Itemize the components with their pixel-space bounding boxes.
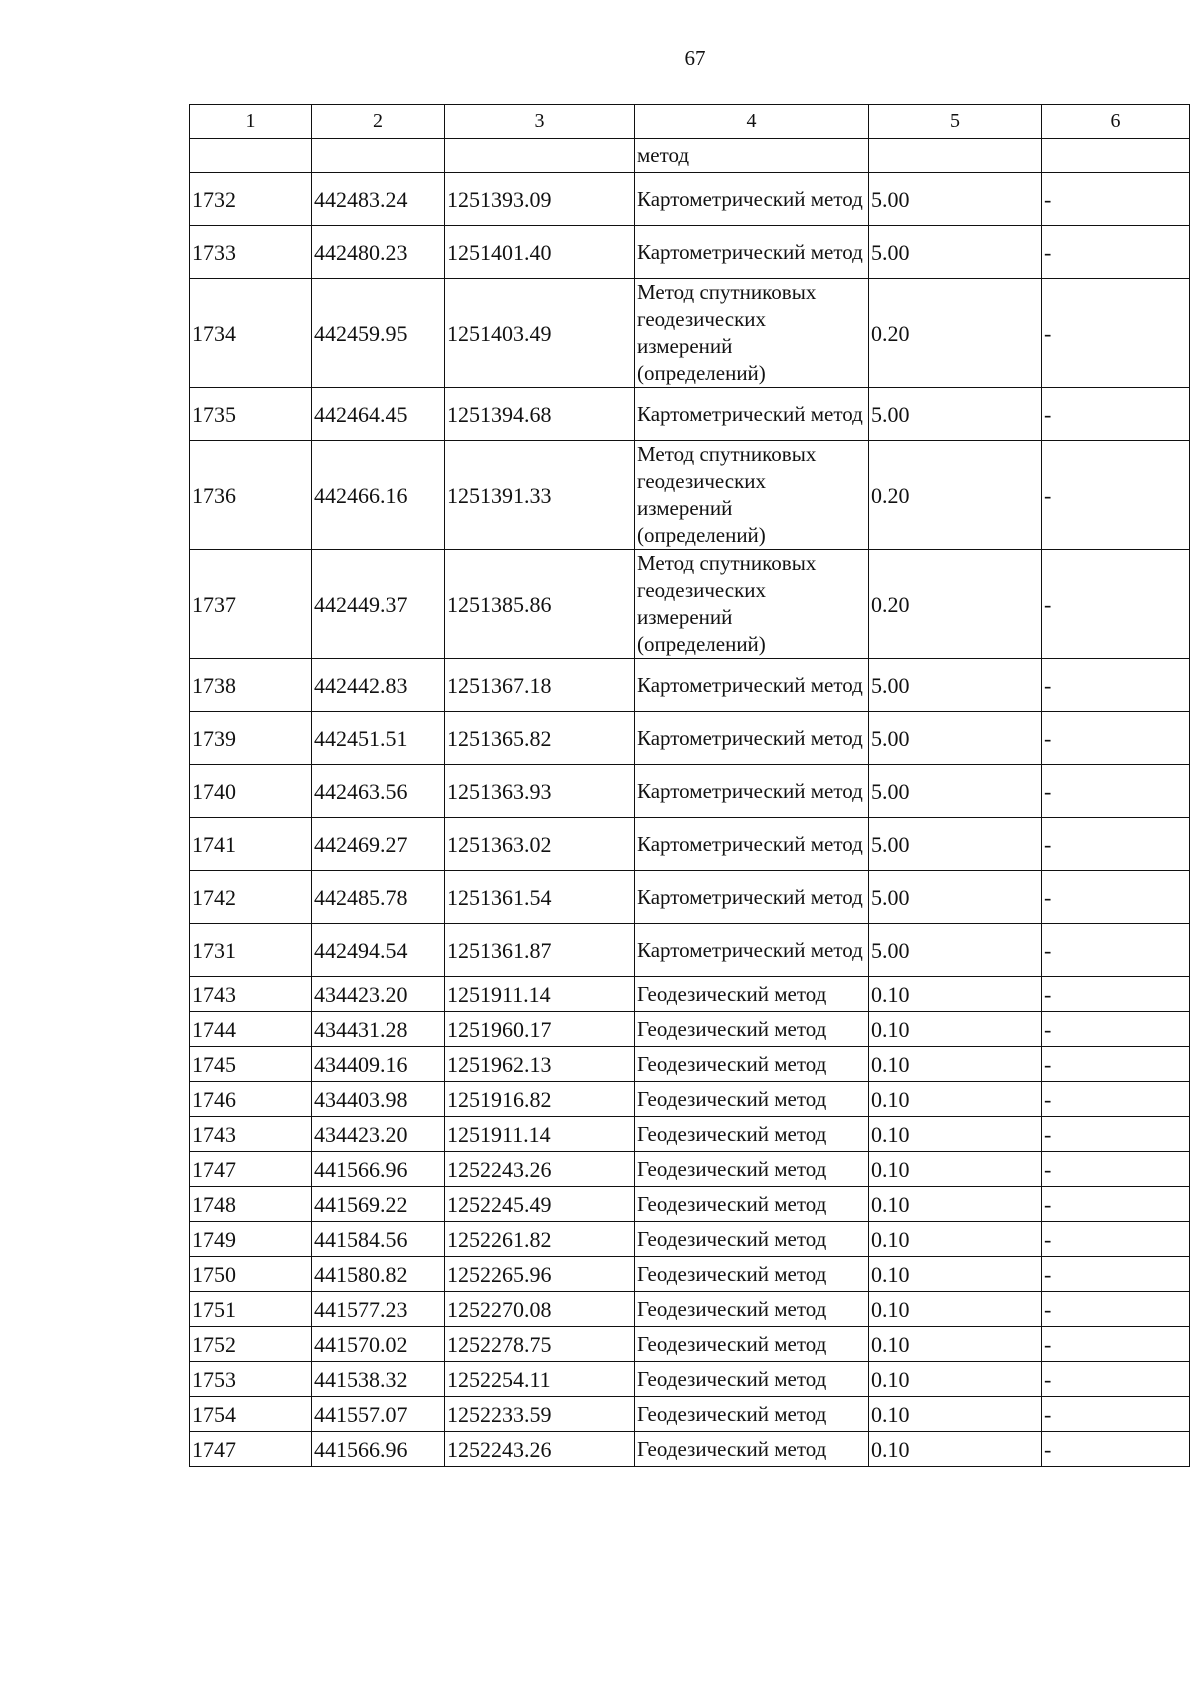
cell-x: 442463.56 <box>312 765 445 818</box>
cell-x <box>312 139 445 173</box>
cell-point-number: 1741 <box>190 818 312 871</box>
cell-y: 1251391.33 <box>445 441 635 550</box>
table-row <box>190 871 1190 924</box>
cell-method: Картометрический метод <box>635 659 869 712</box>
table-row <box>190 659 1190 712</box>
cell-x: 442459.95 <box>312 279 445 388</box>
cell-point-number: 1754 <box>190 1397 312 1432</box>
cell-x: 441557.07 <box>312 1397 445 1432</box>
cell-x: 442451.51 <box>312 712 445 765</box>
cell-accuracy: 0.20 <box>869 550 1042 659</box>
cell-accuracy: 0.10 <box>869 1327 1042 1362</box>
cell-x: 441570.02 <box>312 1327 445 1362</box>
column-header-4: 4 <box>635 105 869 139</box>
cell-col6 <box>1042 712 1190 765</box>
cell-col6 <box>1042 1222 1190 1257</box>
cell-point-number: 1743 <box>190 1117 312 1152</box>
cell-point-number: 1747 <box>190 1152 312 1187</box>
cell-method: Геодезический метод <box>635 1187 869 1222</box>
cell-y: 1251385.86 <box>445 550 635 659</box>
cell-accuracy: 0.10 <box>869 1257 1042 1292</box>
cell-method: Картометрический метод <box>635 765 869 818</box>
table-row <box>190 173 1190 226</box>
column-header-6: 6 <box>1042 105 1190 139</box>
cell-x: 442483.24 <box>312 173 445 226</box>
cell-method: Геодезический метод <box>635 1012 869 1047</box>
cell-col6 <box>1042 924 1190 977</box>
cell-point-number: 1753 <box>190 1362 312 1397</box>
cell-accuracy: 0.10 <box>869 1292 1042 1327</box>
cell-point-number: 1746 <box>190 1082 312 1117</box>
cell-accuracy: 0.10 <box>869 1012 1042 1047</box>
cell-y: 1252265.96 <box>445 1257 635 1292</box>
cell-method: Картометрический метод <box>635 173 869 226</box>
cell-x: 434431.28 <box>312 1012 445 1047</box>
cell-accuracy: 0.10 <box>869 1222 1042 1257</box>
cell-x: 442449.37 <box>312 550 445 659</box>
cell-x: 434423.20 <box>312 977 445 1012</box>
cell-method: Метод спутниковых геодезических измерений (определений) <box>635 279 869 388</box>
cell-y: 1251363.02 <box>445 818 635 871</box>
cell-col6 <box>1042 1362 1190 1397</box>
cell-col6 <box>1042 279 1190 388</box>
table-header-row <box>190 105 1190 139</box>
cell-method: Картометрический метод <box>635 226 869 279</box>
cell-point-number: 1734 <box>190 279 312 388</box>
table-row <box>190 1152 1190 1187</box>
cell-accuracy: 0.10 <box>869 1397 1042 1432</box>
cell-col6 <box>1042 818 1190 871</box>
cell-accuracy: 5.00 <box>869 226 1042 279</box>
cell-y: 1252245.49 <box>445 1187 635 1222</box>
cell-accuracy: 0.10 <box>869 1362 1042 1397</box>
cell-y: 1252270.08 <box>445 1292 635 1327</box>
table-row <box>190 1012 1190 1047</box>
cell-col6 <box>1042 388 1190 441</box>
cell-y: 1251911.14 <box>445 977 635 1012</box>
cell-point-number: 1739 <box>190 712 312 765</box>
continuation-row <box>190 139 1190 173</box>
cell-point-number <box>190 139 312 173</box>
cell-x: 442480.23 <box>312 226 445 279</box>
cell-point-number: 1735 <box>190 388 312 441</box>
cell-col6 <box>1042 1152 1190 1187</box>
coordinates-table <box>189 104 1190 1467</box>
cell-col6 <box>1042 1187 1190 1222</box>
table-row <box>190 977 1190 1012</box>
cell-y: 1251367.18 <box>445 659 635 712</box>
table-row <box>190 388 1190 441</box>
cell-point-number: 1731 <box>190 924 312 977</box>
column-header-2: 2 <box>312 105 445 139</box>
cell-method: Геодезический метод <box>635 1117 869 1152</box>
cell-accuracy: 0.20 <box>869 279 1042 388</box>
cell-accuracy: 0.10 <box>869 1117 1042 1152</box>
table-row <box>190 550 1190 659</box>
cell-accuracy: 5.00 <box>869 765 1042 818</box>
table-row <box>190 226 1190 279</box>
cell-point-number: 1750 <box>190 1257 312 1292</box>
cell-x: 441538.32 <box>312 1362 445 1397</box>
cell-y: 1251962.13 <box>445 1047 635 1082</box>
cell-point-number: 1737 <box>190 550 312 659</box>
column-header-1: 1 <box>190 105 312 139</box>
cell-point-number: 1749 <box>190 1222 312 1257</box>
cell-point-number: 1743 <box>190 977 312 1012</box>
cell-method: Картометрический метод <box>635 818 869 871</box>
cell-point-number: 1742 <box>190 871 312 924</box>
table-row <box>190 441 1190 550</box>
cell-col6 <box>1042 1012 1190 1047</box>
cell-x: 441569.22 <box>312 1187 445 1222</box>
cell-col6 <box>1042 1257 1190 1292</box>
cell-y: 1251911.14 <box>445 1117 635 1152</box>
cell-y: 1251916.82 <box>445 1082 635 1117</box>
table-row <box>190 1187 1190 1222</box>
cell-y: 1251363.93 <box>445 765 635 818</box>
table-row <box>190 765 1190 818</box>
cell-x: 434403.98 <box>312 1082 445 1117</box>
cell-x: 441584.56 <box>312 1222 445 1257</box>
cell-method: Геодезический метод <box>635 1327 869 1362</box>
cell-point-number: 1738 <box>190 659 312 712</box>
table-row <box>190 279 1190 388</box>
cell-x: 442469.27 <box>312 818 445 871</box>
cell-x: 434423.20 <box>312 1117 445 1152</box>
table-row <box>190 1362 1190 1397</box>
cell-point-number: 1733 <box>190 226 312 279</box>
cell-col6 <box>1042 173 1190 226</box>
table-row <box>190 1432 1190 1467</box>
page-number: 67 <box>684 46 706 70</box>
cell-col6 <box>1042 1397 1190 1432</box>
cell-y <box>445 139 635 173</box>
cell-col6 <box>1042 1432 1190 1467</box>
table-row <box>190 712 1190 765</box>
cell-col6 <box>1042 977 1190 1012</box>
cell-x: 442485.78 <box>312 871 445 924</box>
cell-y: 1252254.11 <box>445 1362 635 1397</box>
cell-y: 1251365.82 <box>445 712 635 765</box>
cell-accuracy: 5.00 <box>869 818 1042 871</box>
cell-col6 <box>1042 871 1190 924</box>
cell-x: 442464.45 <box>312 388 445 441</box>
cell-x: 441577.23 <box>312 1292 445 1327</box>
cell-accuracy: 5.00 <box>869 924 1042 977</box>
cell-accuracy: 0.10 <box>869 1187 1042 1222</box>
cell-x: 441566.96 <box>312 1152 445 1187</box>
cell-y: 1251403.49 <box>445 279 635 388</box>
cell-method: Геодезический метод <box>635 1432 869 1467</box>
cell-col6 <box>1042 1117 1190 1152</box>
column-header-5: 5 <box>869 105 1042 139</box>
cell-method: Геодезический метод <box>635 1047 869 1082</box>
cell-method: Геодезический метод <box>635 1222 869 1257</box>
table-row <box>190 1397 1190 1432</box>
cell-col6 <box>1042 1327 1190 1362</box>
cell-x: 442442.83 <box>312 659 445 712</box>
cell-x: 441580.82 <box>312 1257 445 1292</box>
cell-y: 1251393.09 <box>445 173 635 226</box>
cell-x: 442466.16 <box>312 441 445 550</box>
cell-col6 <box>1042 139 1190 173</box>
cell-col6 <box>1042 550 1190 659</box>
cell-y: 1251361.54 <box>445 871 635 924</box>
cell-accuracy: 5.00 <box>869 871 1042 924</box>
cell-y: 1252243.26 <box>445 1152 635 1187</box>
cell-method: Геодезический метод <box>635 1362 869 1397</box>
cell-method: Геодезический метод <box>635 1397 869 1432</box>
table-row <box>190 1082 1190 1117</box>
column-header-3: 3 <box>445 105 635 139</box>
cell-point-number: 1751 <box>190 1292 312 1327</box>
cell-method: Геодезический метод <box>635 977 869 1012</box>
cell-method: Геодезический метод <box>635 1292 869 1327</box>
cell-x: 434409.16 <box>312 1047 445 1082</box>
cell-accuracy: 0.10 <box>869 1047 1042 1082</box>
table-row <box>190 1117 1190 1152</box>
table-row <box>190 1047 1190 1082</box>
cell-x: 442494.54 <box>312 924 445 977</box>
cell-x: 441566.96 <box>312 1432 445 1467</box>
cell-accuracy: 0.10 <box>869 977 1042 1012</box>
cell-accuracy: 0.20 <box>869 441 1042 550</box>
table-row <box>190 1327 1190 1362</box>
cell-point-number: 1736 <box>190 441 312 550</box>
table-body <box>190 139 1190 1467</box>
cell-method: Картометрический метод <box>635 924 869 977</box>
cell-accuracy: 5.00 <box>869 388 1042 441</box>
cell-method: Геодезический метод <box>635 1082 869 1117</box>
cell-y: 1252278.75 <box>445 1327 635 1362</box>
cell-col6 <box>1042 1082 1190 1117</box>
cell-point-number: 1732 <box>190 173 312 226</box>
cell-col6 <box>1042 765 1190 818</box>
cell-y: 1252243.26 <box>445 1432 635 1467</box>
cell-method: Метод спутниковых геодезических измерений (определений) <box>635 550 869 659</box>
cell-point-number: 1740 <box>190 765 312 818</box>
cell-accuracy: 0.10 <box>869 1152 1042 1187</box>
cell-accuracy: 0.10 <box>869 1082 1042 1117</box>
cell-y: 1252233.59 <box>445 1397 635 1432</box>
table-row <box>190 818 1190 871</box>
cell-method: Геодезический метод <box>635 1257 869 1292</box>
table-row <box>190 1222 1190 1257</box>
cell-accuracy: 5.00 <box>869 659 1042 712</box>
cell-method: Метод спутниковых геодезических измерений (определений) <box>635 441 869 550</box>
cell-y: 1251361.87 <box>445 924 635 977</box>
cell-col6 <box>1042 1292 1190 1327</box>
cell-y: 1251394.68 <box>445 388 635 441</box>
cell-point-number: 1747 <box>190 1432 312 1467</box>
cell-point-number: 1748 <box>190 1187 312 1222</box>
cell-method: Картометрический метод <box>635 712 869 765</box>
table-row <box>190 924 1190 977</box>
table-row <box>190 1257 1190 1292</box>
cell-y: 1251960.17 <box>445 1012 635 1047</box>
cell-y: 1252261.82 <box>445 1222 635 1257</box>
cell-accuracy: 0.10 <box>869 1432 1042 1467</box>
cell-col6 <box>1042 226 1190 279</box>
cell-y: 1251401.40 <box>445 226 635 279</box>
cell-accuracy: 5.00 <box>869 173 1042 226</box>
cell-point-number: 1752 <box>190 1327 312 1362</box>
table-row <box>190 1292 1190 1327</box>
cell-method: Картометрический метод <box>635 871 869 924</box>
cell-method: Геодезический метод <box>635 1152 869 1187</box>
cell-accuracy: 5.00 <box>869 712 1042 765</box>
cell-col6 <box>1042 441 1190 550</box>
cell-accuracy <box>869 139 1042 173</box>
cell-point-number: 1745 <box>190 1047 312 1082</box>
cell-col6 <box>1042 1047 1190 1082</box>
cell-method: метод <box>635 139 869 173</box>
cell-method: Картометрический метод <box>635 388 869 441</box>
cell-point-number: 1744 <box>190 1012 312 1047</box>
cell-col6 <box>1042 659 1190 712</box>
